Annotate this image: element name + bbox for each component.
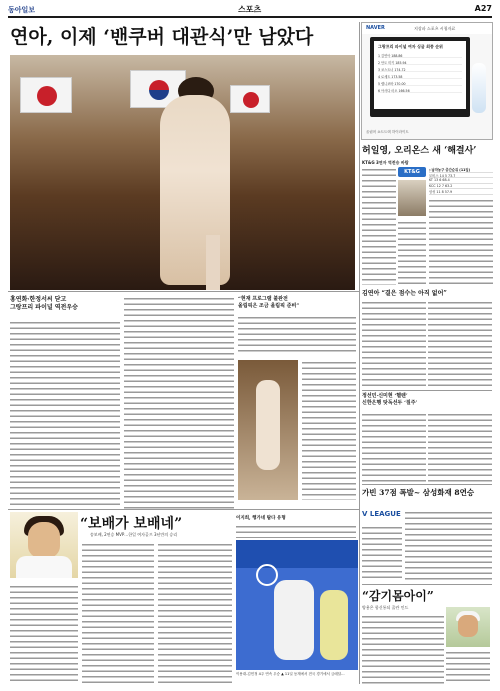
ad-footer: 올림픽 쇼트트랙 하이라이트	[366, 130, 409, 134]
ad-logo: NAVER	[366, 25, 385, 31]
yonex-banner	[236, 540, 358, 568]
center-article-body	[124, 296, 234, 510]
right-article-col2	[398, 220, 426, 285]
divider	[362, 584, 492, 585]
badminton-player-1	[274, 580, 314, 660]
mid-article-col2	[428, 300, 492, 388]
bottom-mid-head1: 이지희, 행가네 탐다 유형	[236, 516, 286, 521]
tv-frame	[370, 37, 470, 117]
standings-row: 모비스 14 5 73.7	[429, 173, 493, 179]
bottom-headline: “보배가 보배네”	[80, 516, 183, 532]
main-photo	[10, 55, 355, 290]
standings-table	[429, 167, 493, 195]
ad-title: 지상파 스포츠 시청자료	[414, 26, 456, 31]
tv-screen	[374, 41, 466, 109]
bottom-mid-text	[236, 524, 356, 538]
inset-text	[302, 360, 356, 500]
racket	[256, 564, 278, 586]
japan-flag-2	[230, 85, 270, 113]
ad-row: 2 안도 미키 185.94	[378, 60, 462, 65]
column-divider	[359, 22, 360, 684]
samsung-headline: 가빈 37점 폭발~ 삼성화재 8연승	[362, 488, 475, 497]
left-subhead: 홍연화·한정서씨 닫고 그랑프리 파이널 역전우승	[10, 296, 78, 311]
golf-subhead: 양용은 합신통되 줄란 인드	[362, 605, 409, 610]
bottom-article-col1	[10, 584, 78, 684]
vleague-logo: V LEAGUE	[362, 510, 402, 522]
bottom-article-col2	[82, 542, 154, 684]
golfer-face	[458, 615, 478, 637]
page-header	[8, 4, 492, 18]
standings-title: ▷남자농구 중간순위 (11일)	[429, 167, 493, 173]
section-title: 스포츠	[238, 5, 262, 14]
golf-headline: “감기몸아이”	[362, 589, 434, 603]
divider	[362, 484, 492, 485]
tv-advertisement	[361, 22, 493, 140]
quote-article-body	[238, 315, 356, 355]
page-number: A27	[474, 4, 492, 13]
kt-logo: KT&G	[398, 167, 426, 177]
badminton-caption: 이용대-김민정 4주 연속 우승 ▲ 11일 동계에서 전국 경기에서 금메달…	[236, 672, 345, 676]
badminton-player-2	[320, 590, 348, 660]
main-headline: 연아, 이제 ‘밴쿠버 대관식’만 남았다	[10, 26, 314, 48]
standings-row: 삼성 11 8 57.9	[429, 189, 493, 195]
ad-row: 4 로셰트 173.58	[378, 74, 462, 79]
bottom-subhead: 송보배, 2연승 MVP…한일 여자골프 3년만의 승리	[90, 532, 178, 537]
newspaper-brand: 동아일보	[8, 6, 36, 14]
standings-row: KCC 12 7 63.2	[429, 184, 493, 190]
quote-subhead: “현재 프로그램 불완전 올림픽은 조금 올림픽 준비”	[238, 296, 300, 309]
kt-subhead: KT&G 3연자 역전승 바랍	[362, 160, 409, 165]
player-photo	[398, 180, 426, 216]
women-article-col1	[362, 412, 426, 482]
standings-row: KT 13 6 68.4	[429, 178, 493, 184]
ad-row: 5 렙니코바 170.00	[378, 81, 462, 86]
skater-inset-photo	[238, 360, 298, 500]
ad-row: 3 코스트너 174.72	[378, 67, 462, 72]
women-article-col2	[428, 412, 492, 482]
divider	[8, 509, 360, 510]
face	[28, 522, 60, 558]
right-article-col3	[429, 198, 493, 285]
ad-row: 6 아사다 마오 166.56	[378, 88, 462, 93]
right-headline: 허일영, 오리온스 새 ‘해결사’	[362, 146, 477, 156]
mid-subhead: 김연아 “결은 점수는 아직 없어”	[362, 290, 447, 297]
divider	[362, 390, 492, 391]
skater-leg	[206, 235, 220, 290]
bottom-article-col3	[158, 542, 232, 684]
samsung-article-col2	[405, 510, 492, 580]
ad-skater-figure	[472, 63, 486, 113]
golfer-woman-photo	[10, 512, 78, 578]
samsung-article-col1	[362, 525, 402, 580]
ad-row: 1 김연아 188.86	[378, 53, 462, 58]
divider	[8, 291, 360, 292]
shirt	[16, 556, 72, 578]
japan-flag	[20, 77, 72, 113]
golfer-photo	[446, 607, 490, 647]
ad-header	[362, 23, 492, 34]
women-basketball-subhead: 정선민·신미현 ‘헬렌’ 신한은행 탓독선두 ‘질주’	[362, 393, 418, 406]
ad-screen-title: 그랑프리 파이널 여자 싱글 최종 순위	[378, 44, 443, 49]
badminton-photo	[236, 540, 358, 670]
mid-article-col1	[362, 300, 426, 388]
left-article-body	[10, 320, 120, 510]
right-article-col1	[362, 167, 396, 285]
